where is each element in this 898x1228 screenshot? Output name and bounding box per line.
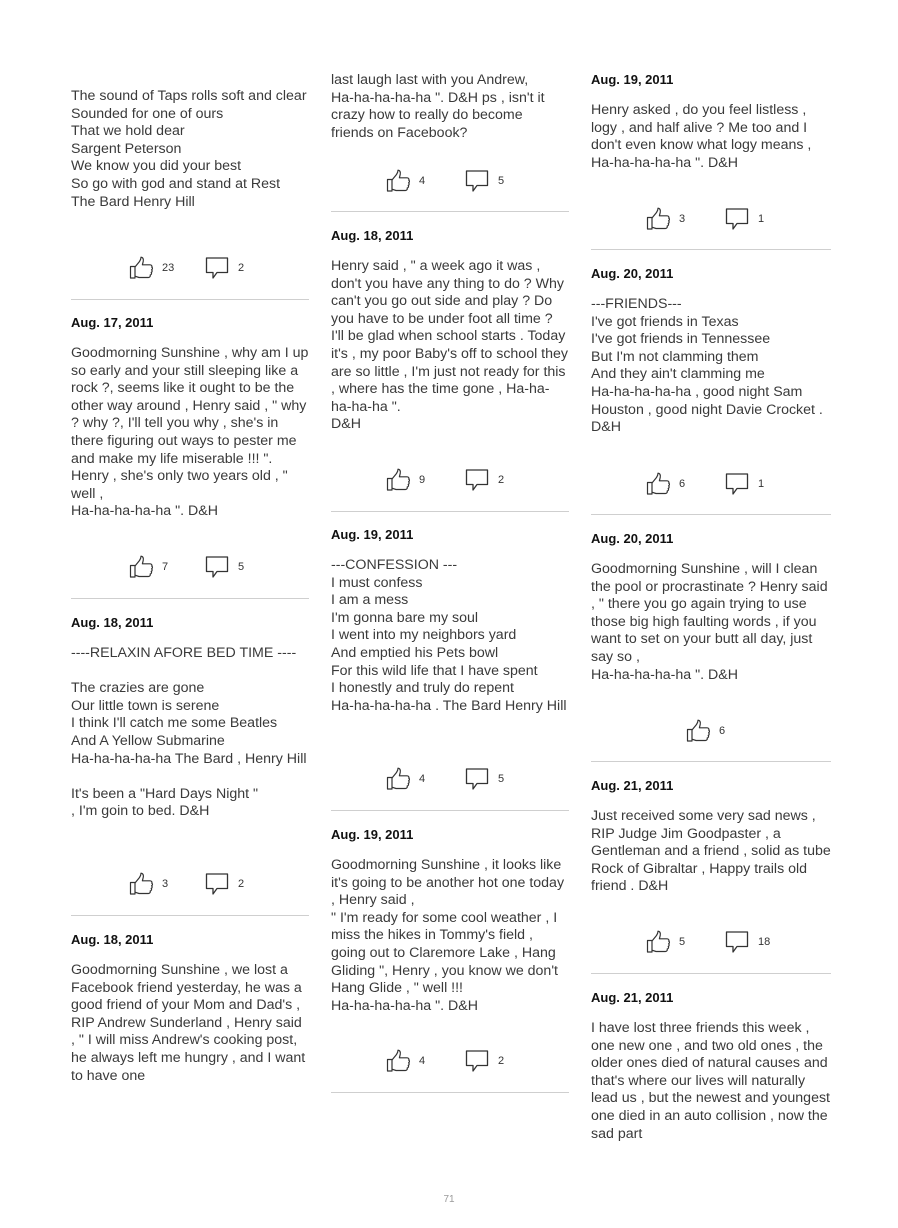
comment-bubble-icon	[464, 169, 490, 193]
thumbs-up-icon	[645, 472, 671, 496]
post-text: last laugh last with you Andrew, Ha-ha-ha-ha-ha ". D&H ps , isn't it crazy how to really do become friends on Facebook?	[331, 72, 545, 141]
like-button[interactable]	[385, 168, 425, 194]
divider	[71, 915, 309, 916]
like-count: 23	[162, 262, 175, 274]
comment-bubble-icon	[724, 472, 750, 496]
like-button[interactable]	[128, 554, 168, 580]
comment-count: 1	[758, 213, 765, 225]
comment-button[interactable]	[464, 467, 504, 493]
comment-count: 1	[758, 478, 765, 490]
divider	[591, 761, 831, 762]
post	[331, 827, 569, 1015]
post	[71, 615, 309, 821]
post-date: Aug. 21, 2011	[591, 990, 674, 1005]
divider	[331, 211, 569, 212]
post-text: The sound of Taps rolls soft and clear Sounded for one of ours That we hold dear Sargent Peterson We know you did your best So go with god and stand at Rest The Bard Henry Hill	[71, 88, 307, 210]
like-count: 6	[719, 725, 726, 737]
comment-button[interactable]	[724, 206, 764, 232]
post	[591, 266, 831, 437]
like-button[interactable]	[385, 1048, 425, 1074]
post-date: Aug. 19, 2011	[331, 527, 414, 542]
post-date: Aug. 17, 2011	[71, 315, 154, 330]
like-count: 7	[162, 561, 169, 573]
post	[591, 72, 831, 172]
post	[331, 72, 569, 142]
divider	[331, 511, 569, 512]
like-button[interactable]	[645, 471, 685, 497]
like-button[interactable]	[645, 929, 685, 955]
post	[591, 531, 831, 684]
comment-count: 2	[498, 474, 505, 486]
comment-button[interactable]	[204, 255, 244, 281]
post-date: Aug. 20, 2011	[591, 531, 674, 546]
like-button[interactable]	[645, 206, 685, 232]
divider	[591, 514, 831, 515]
comment-count: 5	[498, 773, 505, 785]
divider	[71, 299, 309, 300]
page-number: 71	[443, 1194, 455, 1205]
comment-bubble-icon	[464, 767, 490, 791]
like-button[interactable]	[128, 871, 168, 897]
comment-button[interactable]	[204, 871, 244, 897]
post	[71, 315, 309, 521]
post-text: Henry asked , do you feel listless , logy , and half alive ? Me too and I don't even know what logy means , Ha-ha-ha-ha-ha ". D&H	[591, 102, 812, 171]
post	[71, 88, 309, 211]
like-count: 6	[679, 478, 686, 490]
post	[331, 527, 569, 715]
thumbs-up-icon	[385, 1049, 411, 1073]
comment-bubble-icon	[204, 256, 230, 280]
like-button[interactable]	[128, 255, 174, 281]
comment-button[interactable]	[724, 929, 770, 955]
comment-bubble-icon	[204, 555, 230, 579]
column-2	[331, 70, 569, 1200]
post	[331, 228, 569, 434]
divider	[591, 249, 831, 250]
thumbs-up-icon	[128, 256, 154, 280]
comment-bubble-icon	[724, 207, 750, 231]
post-date: Aug. 18, 2011	[71, 615, 154, 630]
like-count: 4	[419, 1055, 426, 1067]
post-date: Aug. 18, 2011	[331, 228, 414, 243]
post-text: Goodmorning Sunshine , will I clean the pool or procrastinate ? Henry said , " there you go again trying to use those big high faulting words , if you want to set on your butt all day, just say so , Ha-ha-ha-ha-ha ". D&H	[591, 561, 828, 683]
post-text: Goodmorning Sunshine , we lost a Facebook friend yesterday, he was a good friend of your Mom and Dad's , RIP Andrew Sunderland , Henry said , " I will miss Andrew's cooking post, he always left me hungry , and I want to have one	[71, 962, 306, 1084]
post-text: Just received some very sad news , RIP Judge Jim Goodpaster , a Gentleman and a friend , solid as tube Rock of Gibraltar , Happy trails old friend . D&H	[591, 808, 831, 895]
post-text: Goodmorning Sunshine , why am I up so early and your still sleeping like a rock ?, seems like it ought to be the other way around , Henry said , " why ? why ?, I'll tell you why , she's in there figuring out ways to pester me and make my life miserable !!! ". Henry , she's only two years old , " well , Ha-ha-ha-ha-ha ". D&H	[71, 345, 309, 520]
divider	[591, 973, 831, 974]
post-text: I have lost three friends this week , one new one , and two old ones , the older ones died of natural causes and that's where our lives will naturally lead us , but the newest and youngest one died in an auto collision , now the sad part	[591, 1020, 830, 1142]
like-button[interactable]	[385, 467, 425, 493]
post	[591, 990, 831, 1143]
comment-bubble-icon	[724, 930, 750, 954]
divider	[331, 1092, 569, 1093]
comment-count: 2	[498, 1055, 505, 1067]
thumbs-up-icon	[128, 872, 154, 896]
post-text: Goodmorning Sunshine , it looks like it's going to be another hot one today , Henry said , " I'm ready for some cool weather , I miss the hikes in Tommy's field , going out to Claremore Lake , Hang Gliding ", Henry , you know we don't Hang Glide , " well !!! Ha-ha-ha-ha-ha ". D&H	[331, 857, 565, 1014]
comment-button[interactable]	[724, 471, 764, 497]
column-3	[591, 70, 831, 1200]
divider	[331, 810, 569, 811]
column-1	[71, 70, 309, 1200]
like-count: 3	[679, 213, 686, 225]
like-count: 4	[419, 773, 426, 785]
post-date: Aug. 21, 2011	[591, 778, 674, 793]
post	[591, 778, 831, 896]
comment-button[interactable]	[464, 1048, 504, 1074]
thumbs-up-icon	[385, 169, 411, 193]
post-date: Aug. 19, 2011	[591, 72, 674, 87]
thumbs-up-icon	[645, 930, 671, 954]
like-count: 5	[679, 936, 686, 948]
thumbs-up-icon	[685, 719, 711, 743]
post-text: ---FRIENDS--- I've got friends in Texas I've got friends in Tennessee But I'm not clamming them And they ain't clamming me Ha-ha-ha-ha-ha , good night Sam Houston , good night Davie Crocket . D&H	[591, 296, 823, 436]
comment-bubble-icon	[204, 872, 230, 896]
comment-button[interactable]	[464, 168, 504, 194]
comment-bubble-icon	[464, 1049, 490, 1073]
comment-button[interactable]	[204, 554, 244, 580]
thumbs-up-icon	[645, 207, 671, 231]
comment-bubble-icon	[464, 468, 490, 492]
post-date: Aug. 19, 2011	[331, 827, 414, 842]
post	[71, 932, 309, 1085]
thumbs-up-icon	[385, 767, 411, 791]
comment-count: 18	[758, 936, 771, 948]
comment-count: 2	[238, 878, 245, 890]
like-count: 9	[419, 474, 426, 486]
like-count: 4	[419, 175, 426, 187]
comment-count: 2	[238, 262, 245, 274]
like-button[interactable]	[385, 766, 425, 792]
comment-count: 5	[498, 175, 505, 187]
post-text: Henry said , " a week ago it was , don't you have any thing to do ? Why can't you go out side and play ? Do you have to be under foot all time ? I'll be glad when school starts . Today it's , my poor Baby's off to school they are so little , I'm just not ready for this , where has the time gone , Ha-ha-ha-ha-ha ". D&H	[331, 258, 568, 433]
divider	[71, 598, 309, 599]
thumbs-up-icon	[128, 555, 154, 579]
comment-button[interactable]	[464, 766, 504, 792]
like-count: 3	[162, 878, 169, 890]
post-text: ---CONFESSION --- I must confess I am a mess I'm gonna bare my soul I went into my neighbors yard And emptied his Pets bowl For this wild life that I have spent I honestly and truly do repent Ha-ha-ha-ha-ha . The Bard Henry Hill	[331, 557, 567, 714]
like-button[interactable]	[685, 718, 725, 744]
post-date: Aug. 20, 2011	[591, 266, 674, 281]
post-date: Aug. 18, 2011	[71, 932, 154, 947]
thumbs-up-icon	[385, 468, 411, 492]
post-text: ----RELAXIN AFORE BED TIME ---- The crazies are gone Our little town is serene I think I'll catch me some Beatles And A Yellow Submarine Ha-ha-ha-ha-ha The Bard , Henry Hill It's been a "Hard Days Night " , I'm goin to bed. D&H	[71, 645, 307, 820]
comment-count: 5	[238, 561, 245, 573]
